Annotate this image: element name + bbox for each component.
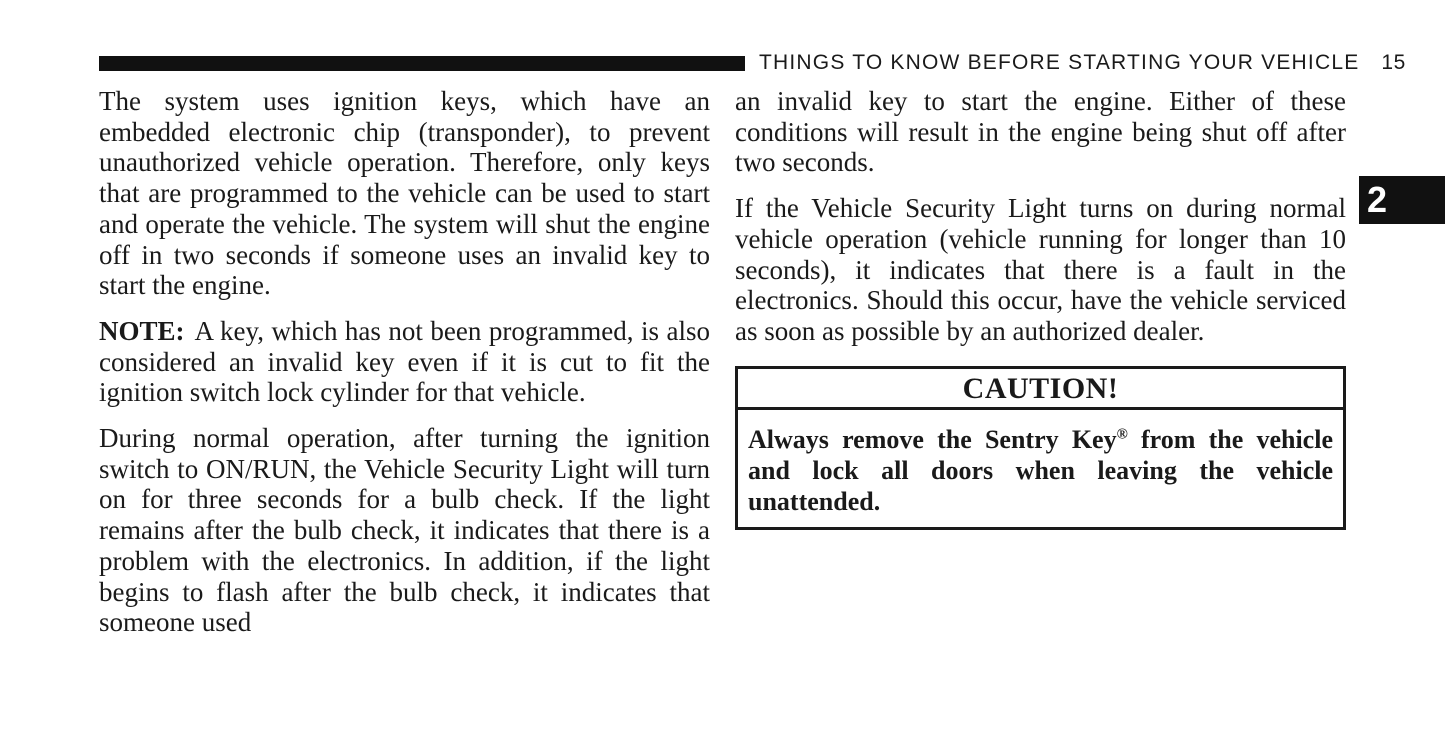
left-column [99, 86, 710, 653]
note-paragraph [99, 316, 710, 408]
note-label: NOTE: [99, 315, 185, 346]
registered-mark: ® [1116, 426, 1128, 443]
paragraph-security-light: During normal operation, after turning the ignition switch to ON/RUN, the Vehicle Security Light will turn on for three seconds for a bulb check. If the light remains after the bulb check, it indicates that there is a problem with the electronics. In addition, if the light begins to flash after the bulb check, it indicates that someone used [99, 423, 710, 638]
paragraph-transponder: The system uses ignition keys, which have an embedded electronic chip (transponder), to prevent unauthorized vehicle operation. Therefore, only keys that are programmed to the vehicle can be used to start and operate the vehicle. The system will shut the engine off in two seconds if someone uses an invalid key to start the engine. [99, 86, 710, 301]
caution-text-start: Always remove the Sentry Key [748, 425, 1117, 455]
section-title: THINGS TO KNOW BEFORE STARTING YOUR VEHICLE [759, 51, 1360, 74]
chapter-number: 2 [1367, 179, 1388, 220]
paragraph-fault: If the Vehicle Security Light turns on during normal vehicle operation (vehicle running for longer than 10 seconds), it indicates that there is a fault in the electronics. Should this occur, have the vehicle serviced as soon as possible by an authorized dealer. [735, 193, 1346, 346]
caution-text-end: from the vehicle and lock all doors when leaving the vehicle unattended. [748, 425, 1333, 517]
paragraph-invalid-key: an invalid key to start the engine. Either of these conditions will result in the engine being shut off after two seconds. [735, 86, 1346, 178]
header-rule [99, 56, 745, 71]
caution-title: CAUTION! [738, 369, 1343, 411]
caution-text [738, 410, 1343, 527]
chapter-tab [1359, 176, 1445, 224]
running-header [759, 51, 1406, 75]
page-number: 15 [1381, 51, 1406, 74]
note-text: A key, which has not been programmed, is also considered an invalid key even if it is cut to fit the ignition switch lock cylinder for that vehicle. [99, 315, 710, 408]
caution-box [735, 366, 1346, 531]
right-column [735, 86, 1346, 530]
